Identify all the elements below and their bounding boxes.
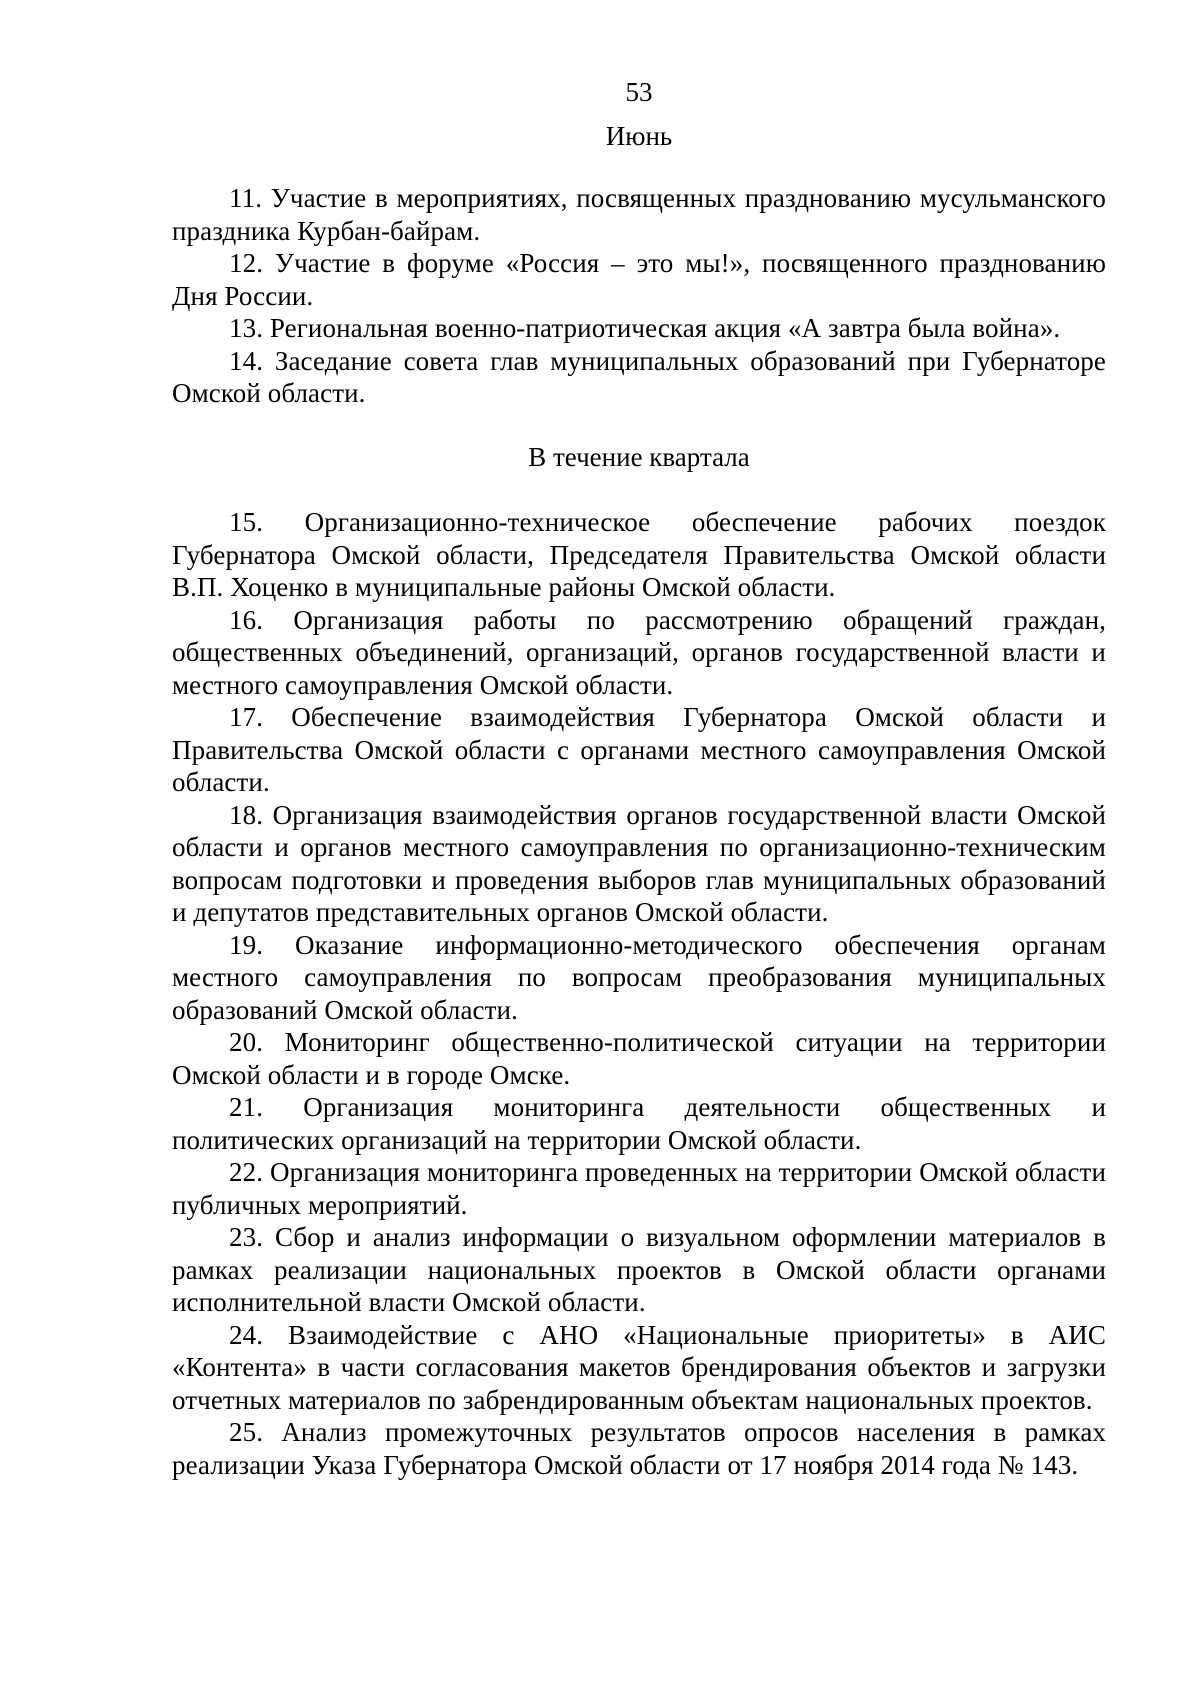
quarter-items-list [172,506,1106,1481]
list-item: 16. Организация работы по рассмотрению обращений граждан, общественных объединений, организаций, органов государственной власти и местного самоуправления Омской области. [172,604,1106,700]
list-item: 24. Взаимодействие с АНО «Национальные приоритеты» в АИС «Контента» в части согласования макетов брендирования объектов и загрузки отчетных материалов по забрендированным объектам национальных проектов. [172,1319,1106,1415]
section-heading-june: Июнь [605,121,673,151]
list-item: 14. Заседание совета глав муниципальных образований при Губернаторе Омской области. [172,345,1106,408]
list-item: 17. Обеспечение взаимодействия Губернатора Омской области и Правительства Омской области с органами местного самоуправления Омской области. [172,702,1106,797]
june-items-list [172,182,1106,410]
list-item: 25. Анализ промежуточных результатов опросов населения в рамках реализации Указа Губернатора Омской области от 17 ноября 2014 года № 143. [172,1417,1106,1480]
list-item: 23. Сбор и анализ информации о визуальном оформлении материалов в рамках реализации национальных проектов в Омской области органами исполнительной власти Омской области. [172,1222,1106,1317]
list-item: 22. Организация мониторинга проведенных на территории Омской области публичных мероприятий. [172,1157,1106,1220]
list-item: 19. Оказание информационно-методического обеспечения органам местного самоуправления по вопросам преобразования муниципальных образований Омской области. [172,929,1106,1025]
list-item: 15. Организационно-техническое обеспечение рабочих поездок Губернатора Омской области, Председателя Правительства Омской области В.П. Хоценко в муниципальные районы Омской области. [172,507,1106,602]
section-heading-quarter: В течение квартала [528,442,750,472]
list-item: 20. Мониторинг общественно-политической ситуации на территории Омской области и в городе Омске. [172,1027,1106,1090]
list-item: 12. Участие в форуме «Россия – это мы!», посвященного празднованию Дня России. [172,248,1106,311]
list-item: 13. Региональная военно-патриотическая акция «А завтра была война». [229,313,1061,343]
list-item: 11. Участие в мероприятиях, посвященных празднованию мусульманского праздника Курбан-байрам. [172,183,1106,246]
list-item: 18. Организация взаимодействия органов государственной власти Омской области и органов местного самоуправления по организационно-техническим вопросам подготовки и проведения выборов глав муниципальных образований и депутатов представительных органов Омской области. [172,799,1106,927]
page-number: 53 [625,77,653,107]
list-item: 21. Организация мониторинга деятельности общественных и политических организаций на территории Омской области. [172,1092,1106,1155]
